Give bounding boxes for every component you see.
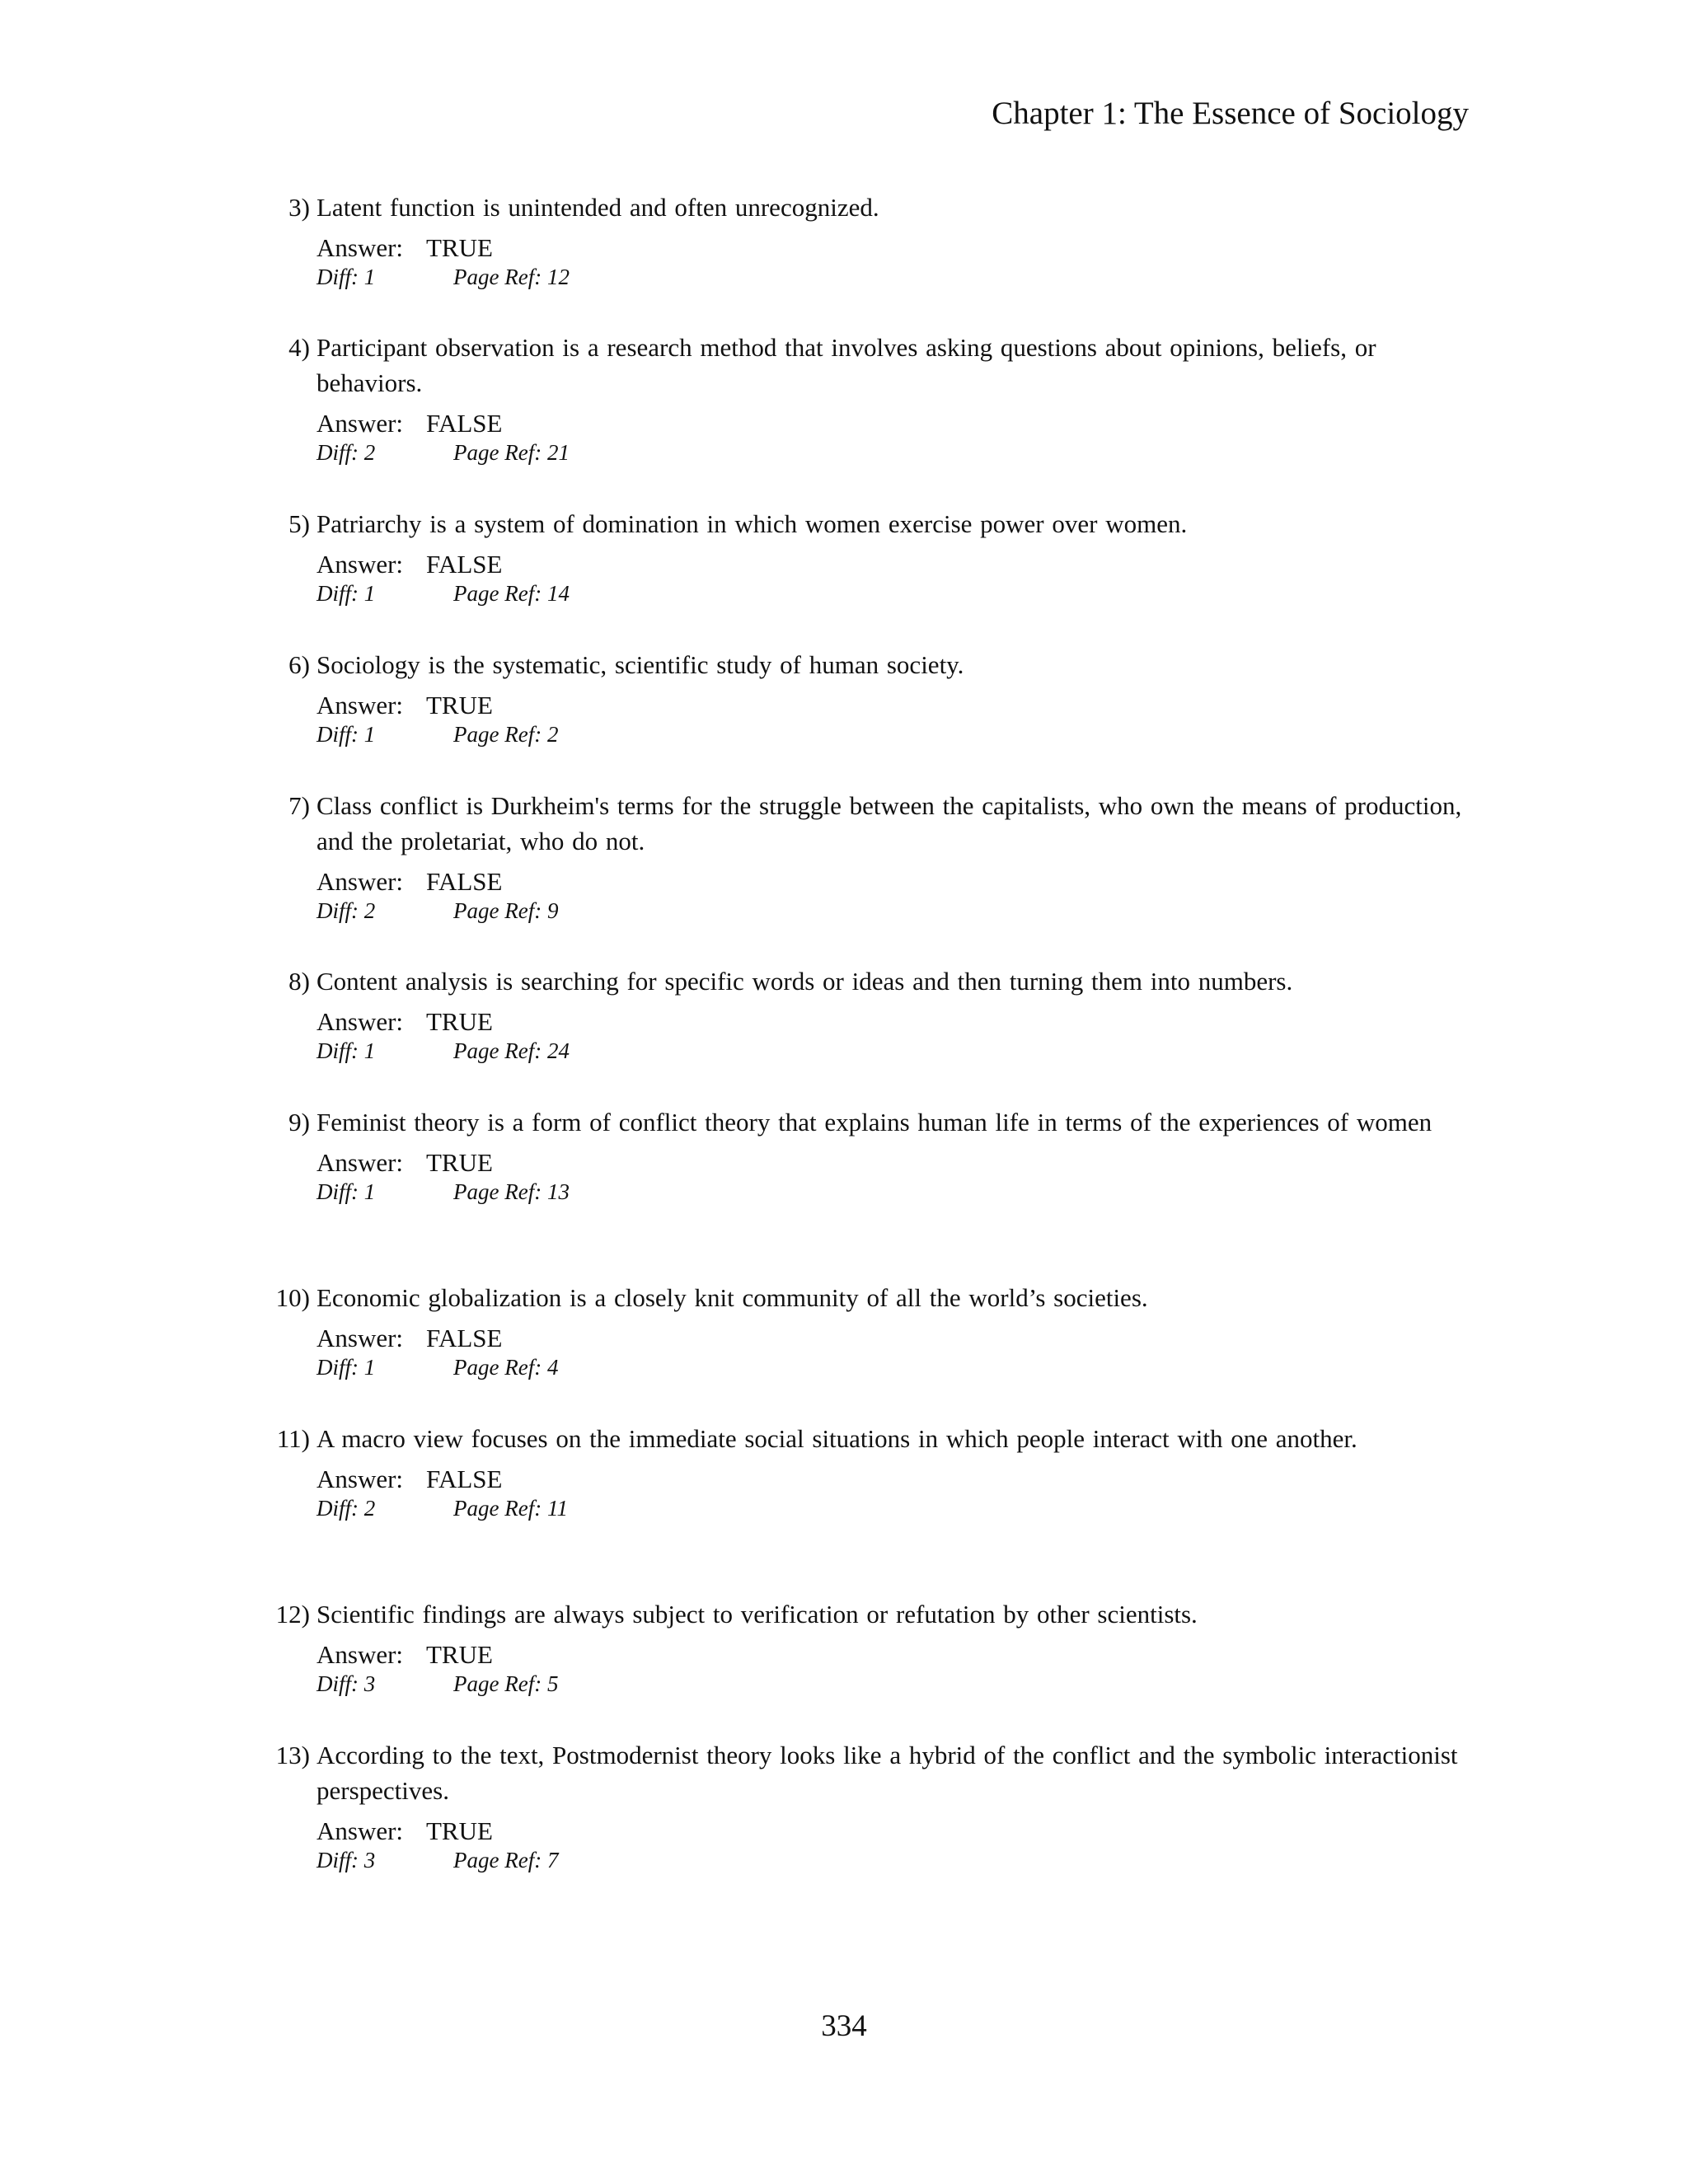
page-ref: Page Ref: 24 [453,1038,570,1063]
question-number: 12) [275,1600,310,1629]
question-text: Content analysis is searching for specific words or ideas and then turning them into numbers. [316,967,1293,996]
answer-label: Answer: [316,867,404,896]
question-number: 13) [275,1741,310,1769]
meta-line [316,263,1467,291]
question-item [272,963,1467,1104]
page-ref: Page Ref: 2 [453,722,559,747]
difficulty: Diff: 2 [316,898,376,923]
answer-line [316,691,1467,720]
answer-line [316,1816,1467,1846]
difficulty: Diff: 1 [316,1355,376,1380]
answer-label: Answer: [316,1465,404,1493]
question-text: Scientific findings are always subject to verification or refutation by other scientists. [316,1600,1198,1629]
difficulty: Diff: 1 [316,581,376,606]
meta-line [316,1353,1467,1381]
question-text: A macro view focuses on the immediate social situations in which people interact with one another. [316,1424,1357,1453]
question-number: 9) [288,1108,310,1137]
meta-line [316,579,1467,607]
meta-line [316,1178,1467,1206]
answer-value: TRUE [426,691,493,719]
page-ref: Page Ref: 4 [453,1355,559,1380]
question-text: Sociology is the systematic, scientific study of human society. [316,650,964,679]
page-number: 334 [821,2009,867,2043]
answer-line [316,233,1467,263]
page-ref: Page Ref: 9 [453,898,559,923]
page-ref: Page Ref: 5 [453,1671,559,1696]
page-ref: Page Ref: 12 [453,265,570,289]
question-text: Latent function is unintended and often unrecognized. [316,193,879,222]
chapter-title: Chapter 1: The Essence of Sociology [992,96,1469,131]
answer-value: FALSE [426,550,503,579]
page-ref: Page Ref: 21 [453,440,570,465]
answer-label: Answer: [316,233,404,262]
question-number: 11) [276,1424,310,1453]
difficulty: Diff: 1 [316,265,376,289]
question-item [272,1596,1467,1737]
meta-line [316,897,1467,925]
difficulty: Diff: 1 [316,1038,376,1063]
meta-line [316,720,1467,748]
page-ref: Page Ref: 7 [453,1848,559,1872]
page-ref: Page Ref: 13 [453,1179,570,1204]
difficulty: Diff: 2 [316,1496,376,1521]
answer-line [316,550,1467,579]
question-number: 5) [288,509,310,538]
page-ref: Page Ref: 14 [453,581,570,606]
answer-line [316,1640,1467,1670]
answer-value: TRUE [426,1640,493,1669]
question-number: 7) [288,791,310,820]
answer-value: FALSE [426,867,503,896]
question-number: 3) [288,193,310,222]
page-ref: Page Ref: 11 [453,1496,568,1521]
answer-value: FALSE [426,409,503,438]
difficulty: Diff: 3 [316,1848,376,1872]
question-text: According to the text, Postmodernist theory looks like a hybrid of the conflict and the symbolic interactionist perspectives. [316,1741,1458,1805]
question-item [272,1104,1467,1280]
answer-value: TRUE [426,1148,493,1177]
answer-value: FALSE [426,1465,503,1493]
meta-line [316,1846,1467,1874]
meta-line [316,1037,1467,1065]
answer-label: Answer: [316,409,404,438]
meta-line [316,1670,1467,1698]
question-item [272,788,1467,963]
difficulty: Diff: 1 [316,1179,376,1204]
answer-line [316,1324,1467,1353]
answer-label: Answer: [316,1324,404,1352]
question-text: Feminist theory is a form of conflict theory that explains human life in terms of the experiences of women [316,1108,1432,1137]
question-item [272,1421,1467,1596]
difficulty: Diff: 1 [316,722,376,747]
answer-label: Answer: [316,1816,404,1845]
answer-value: FALSE [426,1324,503,1352]
question-item [272,506,1467,647]
answer-label: Answer: [316,691,404,719]
question-list [272,190,1467,1902]
answer-label: Answer: [316,1148,404,1177]
question-item [272,1280,1467,1421]
question-text: Patriarchy is a system of domination in which women exercise power over women. [316,509,1188,538]
question-number: 6) [288,650,310,679]
question-number: 4) [288,333,310,362]
answer-value: TRUE [426,1816,493,1845]
meta-line [316,1494,1467,1522]
answer-label: Answer: [316,550,404,579]
question-text: Participant observation is a research method that involves asking questions about opinions, beliefs, or behaviors. [316,333,1376,397]
answer-label: Answer: [316,1640,404,1669]
answer-label: Answer: [316,1007,404,1036]
question-text: Economic globalization is a closely knit community of all the world’s societies. [316,1283,1148,1312]
answer-line [316,867,1467,897]
answer-value: TRUE [426,233,493,262]
meta-line [316,438,1467,466]
answer-line [316,1007,1467,1037]
question-item [272,647,1467,788]
question-number: 10) [275,1283,310,1312]
question-text: Class conflict is Durkheim's terms for the struggle between the capitalists, who own the means of production, and the proletariat, who do not. [316,791,1462,855]
answer-line [316,1465,1467,1494]
difficulty: Diff: 2 [316,440,376,465]
answer-line [316,1148,1467,1178]
question-item [272,330,1467,506]
answer-line [316,409,1467,438]
question-item [272,190,1467,330]
answer-value: TRUE [426,1007,493,1036]
question-number: 8) [288,967,310,996]
question-item [272,1737,1467,1902]
difficulty: Diff: 3 [316,1671,376,1696]
